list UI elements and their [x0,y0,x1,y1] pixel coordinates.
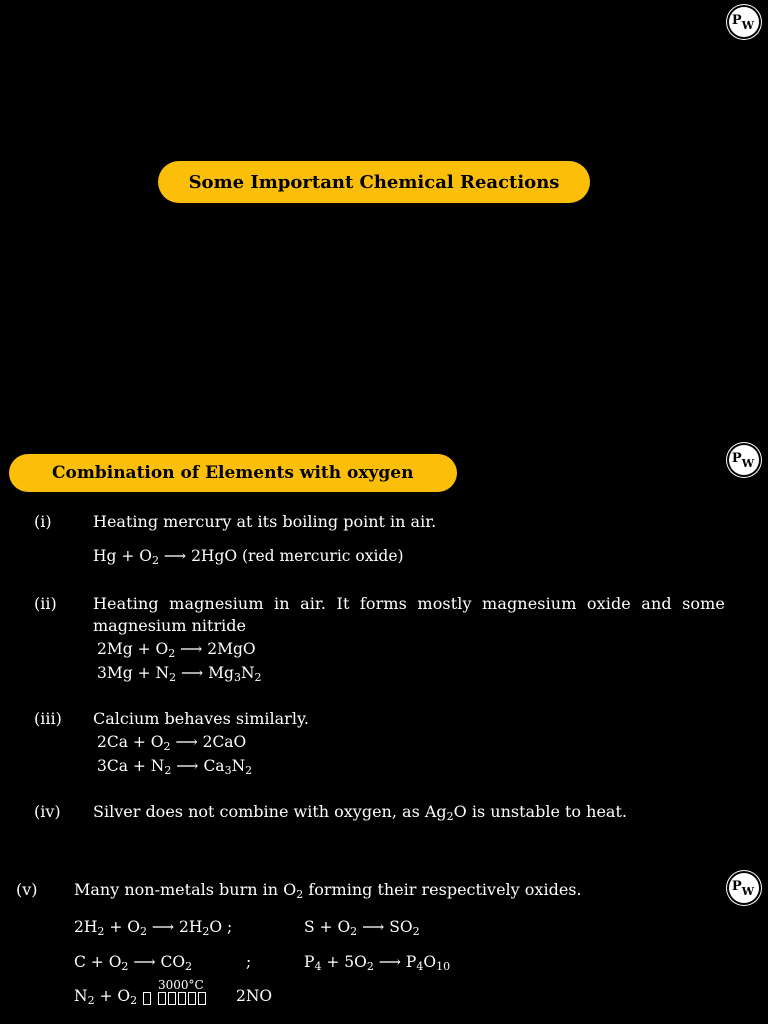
logo-letter-p: P [731,450,742,466]
logo-letter-w: W [741,884,755,898]
item-number: (ii) [34,594,57,613]
pw-logo-icon [727,871,761,905]
reaction-arrow-condition [142,978,216,1008]
equation: $3Mg + N_2$ ⟶ $Mg_3N_2$ [97,664,262,684]
logo-letter-p: P [731,878,742,894]
page-title: Some Important Chemical Reactions [158,161,590,203]
equation: $3Ca + N_2$ ⟶ $Ca_3N_2$ [97,757,253,777]
item-text: Heating mercury at its boiling point in air. [93,512,437,531]
equation: $P_4 + 5O_2$ ⟶ $P_4O_{10}$ [304,953,451,973]
garbled-arrow-glyphs [142,989,207,1008]
condition-label: 3000°C [158,978,204,992]
equation: $2H_2 + O_2$ ⟶ $2H_2O$ ; [74,918,233,938]
logo-letter-p: P [731,12,742,28]
item-text-line: Heating magnesium in air. It forms mostly magnesium oxide and some [93,594,725,613]
section-heading: Combination of Elements with oxygen [9,454,457,492]
equation: $S + O_2$ ⟶ $SO_2$ [304,918,420,938]
item-text: Many non-metals burn in $O_2$ forming their respectively oxides. [74,880,582,901]
item-text: Silver does not combine with oxygen, as $Ag_2O$ is unstable to heat. [93,802,627,823]
logo-letter-w: W [741,456,755,470]
equation-product: 2NO [236,987,273,1005]
item-text [93,594,725,613]
equation: $2Mg + O_2$ ⟶ 2MgO [97,640,256,660]
item-number: (iv) [34,802,61,821]
item-number: (i) [34,512,52,531]
pw-logo-icon [727,5,761,39]
equation: $N_2 + O_2$ [74,987,138,1007]
equation-separator: ; [246,953,252,971]
equation: $Hg + O_2$ ⟶ 2HgO (red mercuric oxide) [93,547,404,567]
equation: $C + O_2$ ⟶ $CO_2$ [74,953,193,973]
equation: $2Ca + O_2$ ⟶ 2CaO [97,733,247,753]
pw-logo-icon [727,443,761,477]
item-number: (iii) [34,709,62,728]
logo-letter-w: W [741,18,755,32]
item-text: magnesium nitride [93,616,246,635]
item-number: (v) [16,880,38,899]
item-text: Calcium behaves similarly. [93,709,309,728]
